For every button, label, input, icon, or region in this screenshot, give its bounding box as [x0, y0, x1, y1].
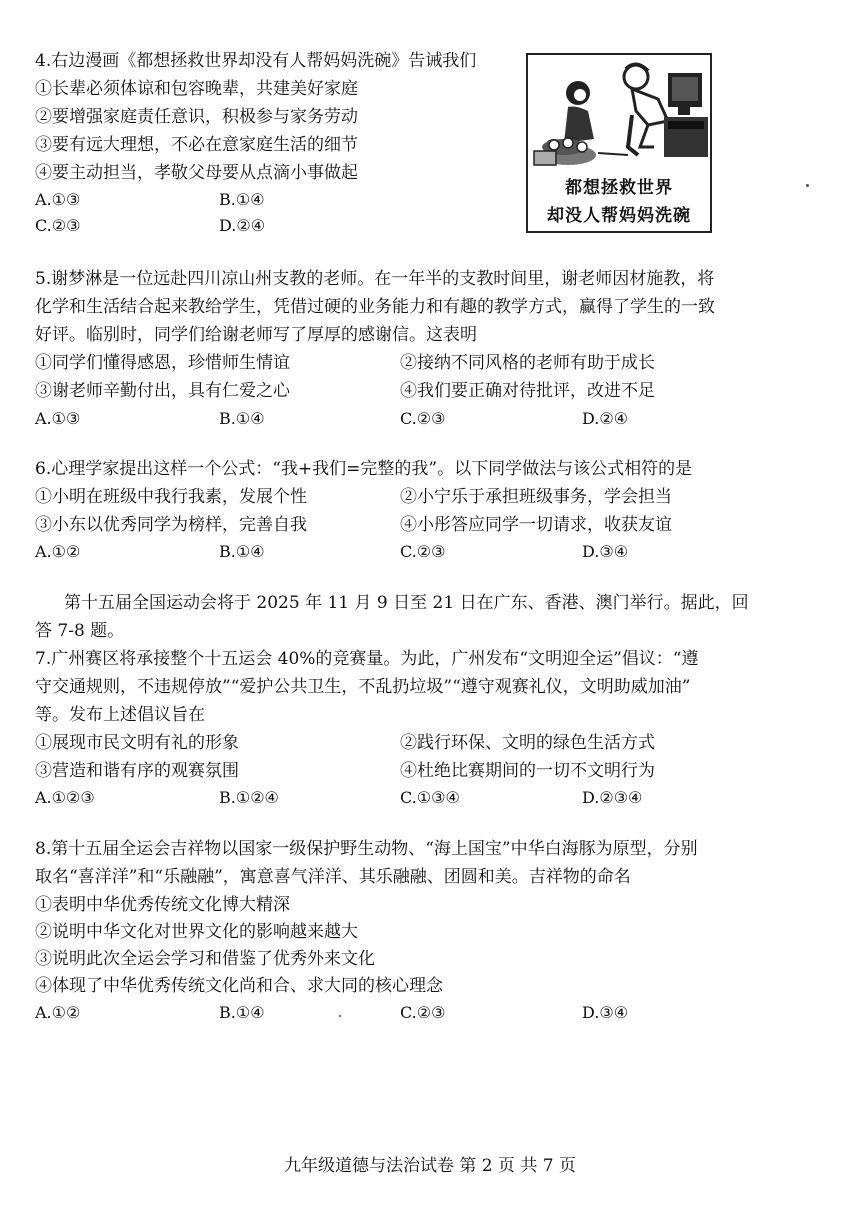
q4-item-4: ④要主动担当，孝敬父母要从点滴小事做起 — [35, 163, 358, 183]
q5-option-b: B.①④ — [219, 409, 265, 428]
q4-stem: 4.右边漫画《都想拯救世界却没有人帮妈妈洗碗》告诫我们 — [35, 51, 477, 71]
q5-stem-line-2: 化学和生活结合起来教给学生，凭借过硬的业务能力和有趣的教学方式，赢得了学生的一致 — [35, 297, 715, 317]
q5-item-1: ①同学们懂得感恩，珍惜师生情谊 — [35, 353, 290, 373]
q7-item-3: ③营造和谐有序的观赛氛围 — [35, 761, 239, 781]
q8-item-3: ③说明此次全运会学习和借鉴了优秀外来文化 — [35, 949, 375, 969]
intro-line-1: 第十五届全国运动会将于 2025 年 11 月 9 日至 21 日在广东、香港、澳门举行。据此，回 — [64, 593, 749, 613]
q4-option-c: C.②③ — [35, 216, 81, 235]
intro-line-2: 答 7-8 题。 — [35, 621, 125, 641]
q8-item-2: ②说明中华文化对世界文化的影响越来越大 — [35, 922, 358, 942]
q7-option-a: A.①②③ — [35, 788, 95, 807]
q4-option-d: D.②④ — [219, 216, 266, 235]
q6-item-2: ②小宁乐于承担班级事务，学会担当 — [400, 487, 672, 507]
q6-item-4: ④小彤答应同学一切请求，收获友谊 — [400, 515, 672, 535]
q7-item-2: ②践行环保、文明的绿色生活方式 — [400, 733, 655, 753]
q6-option-b: B.①④ — [219, 542, 265, 561]
q6-option-a: A.①② — [35, 542, 81, 561]
scan-speck — [339, 1015, 341, 1017]
q6-item-3: ③小东以优秀同学为榜样，完善自我 — [35, 515, 307, 535]
q7-stem-line-2: 守交通规则，不违规停放”“爱护公共卫生，不乱扔垃圾”“遵守观赛礼仪，文明助威加油” — [35, 677, 691, 697]
q8-item-4: ④体现了中华优秀传统文化尚和合、求大同的核心理念 — [35, 976, 443, 996]
q5-item-2: ②接纳不同风格的老师有助于成长 — [400, 353, 655, 373]
q6-stem: 6.心理学家提出这样一个公式：“我+我们=完整的我”。以下同学做法与该公式相符的是 — [35, 459, 693, 479]
q5-item-4: ④我们要正确对待批评，改进不足 — [400, 381, 655, 401]
q7-item-4: ④杜绝比赛期间的一切不文明行为 — [400, 761, 655, 781]
q4-item-1: ①长辈必须体谅和包容晚辈，共建美好家庭 — [35, 79, 358, 99]
q4-item-2: ②要增强家庭责任意识，积极参与家务劳动 — [35, 107, 358, 127]
q8-stem-line-2: 取名“喜洋洋”和“乐融融”，寓意喜气洋洋、其乐融融、团圆和美。吉祥物的命名 — [35, 867, 631, 887]
q7-option-b: B.①②④ — [219, 788, 279, 807]
cartoon-caption-line-2: 却没人帮妈妈洗碗 — [547, 206, 691, 226]
q8-option-d: D.③④ — [582, 1003, 629, 1022]
q8-option-c: C.②③ — [400, 1003, 446, 1022]
cartoon-image — [526, 53, 712, 233]
q6-item-1: ①小明在班级中我行我素，发展个性 — [35, 487, 307, 507]
q4-option-b: B.①④ — [219, 190, 265, 209]
q5-option-c: C.②③ — [400, 409, 446, 428]
q4-option-a: A.①③ — [35, 190, 81, 209]
q5-option-d: D.②④ — [582, 409, 629, 428]
q5-stem-line-1: 5.谢梦淋是一位远赴四川凉山州支教的老师。在一年半的支教时间里，谢老师因材施教，将 — [35, 269, 715, 289]
q6-option-d: D.③④ — [582, 542, 629, 561]
q7-item-1: ①展现市民文明有礼的形象 — [35, 733, 239, 753]
q7-option-d: D.②③④ — [582, 788, 643, 807]
q8-option-b: B.①④ — [219, 1003, 265, 1022]
q8-item-1: ①表明中华优秀传统文化博大精深 — [35, 895, 290, 915]
q5-option-a: A.①③ — [35, 409, 81, 428]
q4-item-3: ③要有远大理想，不必在意家庭生活的细节 — [35, 135, 358, 155]
q5-stem-line-3: 好评。临别时，同学们给谢老师写了厚厚的感谢信。这表明 — [35, 325, 477, 345]
scan-speck — [806, 184, 809, 187]
q6-option-c: C.②③ — [400, 542, 446, 561]
q5-item-3: ③谢老师辛勤付出，具有仁爱之心 — [35, 381, 290, 401]
q7-stem-line-1: 7.广州赛区将承接整个十五运会 40%的竞赛量。为此，广州发布“文明迎全运”倡议：“遵 — [35, 649, 699, 669]
page-footer: 九年级道德与法治试卷 第 2 页 共 7 页 — [283, 1156, 577, 1176]
q7-option-c: C.①③④ — [400, 788, 460, 807]
q8-option-a: A.①② — [35, 1003, 81, 1022]
q8-stem-line-1: 8.第十五届全运会吉祥物以国家一级保护野生动物、“海上国宝”中华白海豚为原型，分别 — [35, 839, 698, 859]
cartoon-caption-line-1: 都想拯救世界 — [565, 178, 673, 198]
q7-stem-line-3: 等。发布上述倡议旨在 — [35, 705, 205, 725]
